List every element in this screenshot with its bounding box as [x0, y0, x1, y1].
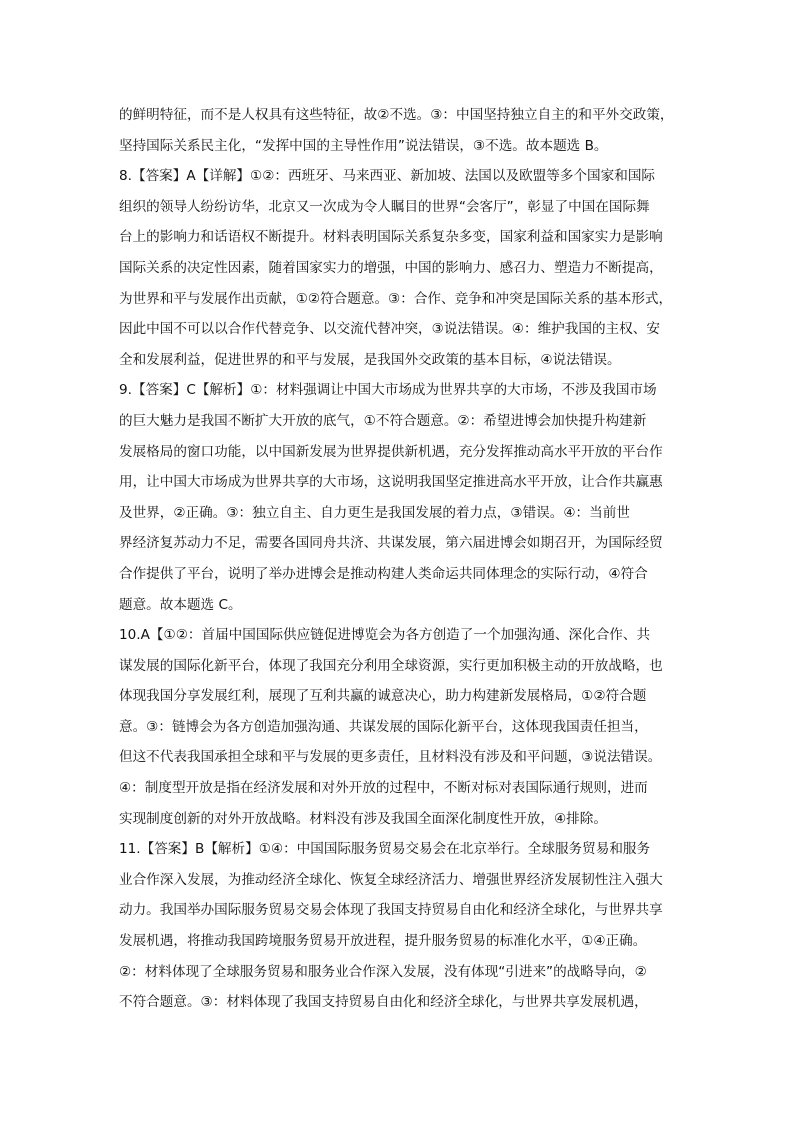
paragraph-question-10	[119, 620, 679, 834]
text-line: 全和发展利益，促进世界的和平与发展，是我国外交政策的基本目标，④说法错误。	[119, 351, 621, 368]
document-body	[119, 100, 679, 1018]
text-line: 实现制度创新的对外开放战略。材料没有涉及我国全面深化制度性开放，④排除。	[119, 810, 607, 827]
text-line: 因此中国不可以以合作代替竞争、以交流代替冲突，③说法错误。④：维护我国的主权、安	[119, 321, 660, 338]
text-line: 用，让中国大市场成为世界共享的大市场，这说明我国坚定推进高水平开放，让合作共赢惠	[119, 474, 663, 491]
paragraph-item-7-continuation	[119, 100, 679, 161]
text-line: 但这不代表我国承担全球和平与发展的更多责任，且材料没有涉及和平问题，③说法错误。	[119, 749, 662, 766]
text-line: 发展机遇，将推动我国跨境服务贸易开放进程，提升服务贸易的标准化水平，①④正确。	[119, 933, 647, 950]
text-line: 动力。我国举办国际服务贸易交易会体现了我国支持贸易自由化和经济全球化，与世界共享	[119, 902, 663, 919]
text-line: 11.【答案】B【解析】①④：中国国际服务贸易交易会在北京举行。全球服务贸易和服务	[119, 841, 651, 858]
text-line: 及世界，②正确。③：独立自主、自力更生是我国发展的着力点，③错误。④：当前世	[119, 504, 630, 521]
text-line: 8.【答案】A【详解】①②：西班牙、马来西亚、新加坡、法国以及欧盟等多个国家和国际	[119, 168, 656, 185]
text-line: 为世界和平与发展作出贡献，①②符合题意。③：合作、竞争和冲突是国际关系的基本形式，	[119, 290, 673, 307]
paragraph-question-11	[119, 834, 679, 1018]
text-line: ②：材料体现了全球服务贸易和服务业合作深入发展，没有体现“引进来”的战略导向，②	[119, 963, 647, 980]
text-line: 的鲜明特征，而不是人权具有这些特征，故②不选。③：中国坚持独立自主的和平外交政策，	[119, 107, 674, 123]
text-line: 组织的领导人纷纷访华，北京又一次成为令人瞩目的世界“会客厅”，彰显了中国在国际舞	[119, 198, 650, 215]
text-line: 题意。故本题选 C。	[119, 596, 242, 613]
text-line: 业合作深入发展，为推动经济全球化、恢复全球经济活力、增强世界经济发展韧性注入强大	[119, 871, 663, 888]
text-line: 台上的影响力和话语权不断提升。材料表明国际关系复杂多变，国家利益和国家实力是影响	[119, 229, 663, 246]
text-line: 国际关系的决定性因素，随着国家实力的增强，中国的影响力、感召力、塑造力不断提高，	[119, 259, 663, 276]
text-line: 体现我国分享发展红利，展现了互利共赢的诚意决心，助力构建新发展格局，①②符合题	[119, 688, 647, 705]
text-line: ④：制度型开放是指在经济发展和对外开放的过程中，不断对标对表国际通行规则，进而	[119, 780, 648, 797]
paragraph-question-8	[119, 161, 679, 375]
text-line: 谋发展的国际化新平台，体现了我国充分利用全球资源，实行更加积极主动的开放战略，也	[119, 657, 663, 674]
text-line: 的巨大魅力是我国不断扩大开放的底气，①不符合题意。②：希望进博会加快提升构建新	[119, 412, 647, 429]
text-line: 发展格局的窗口功能，以中国新发展为世界提供新机遇，充分发挥推动高水平开放的平台作	[119, 443, 663, 460]
text-line: 不符合题意。③：材料体现了我国支持贸易自由化和经济全球化，与世界共享发展机遇，	[119, 994, 648, 1011]
text-line: 界经济复苏动力不足，需要各国同舟共济、共谋发展，第六届进博会如期召开，为国际经贸	[119, 535, 663, 552]
text-line: 合作提供了平台，说明了举办进博会是推动构建人类命运共同体理念的实际行动，④符合	[119, 565, 648, 582]
text-line: 意。③：链博会为各方创造加强沟通、共谋发展的国际化新平台，这体现我国责任担当，	[119, 718, 648, 735]
text-line: 10.A【①②：首届中国国际供应链促进博览会为各方创造了一个加强沟通、深化合作、共	[119, 627, 651, 644]
paragraph-question-9	[119, 375, 679, 620]
text-line: 9.【答案】C【解析】①：材料强调让中国大市场成为世界共享的大市场，不涉及我国市场	[119, 382, 657, 399]
text-line: 坚持国际关系民主化，“发挥中国的主导性作用”说法错误，③不选。故本题选 B。	[119, 137, 608, 154]
